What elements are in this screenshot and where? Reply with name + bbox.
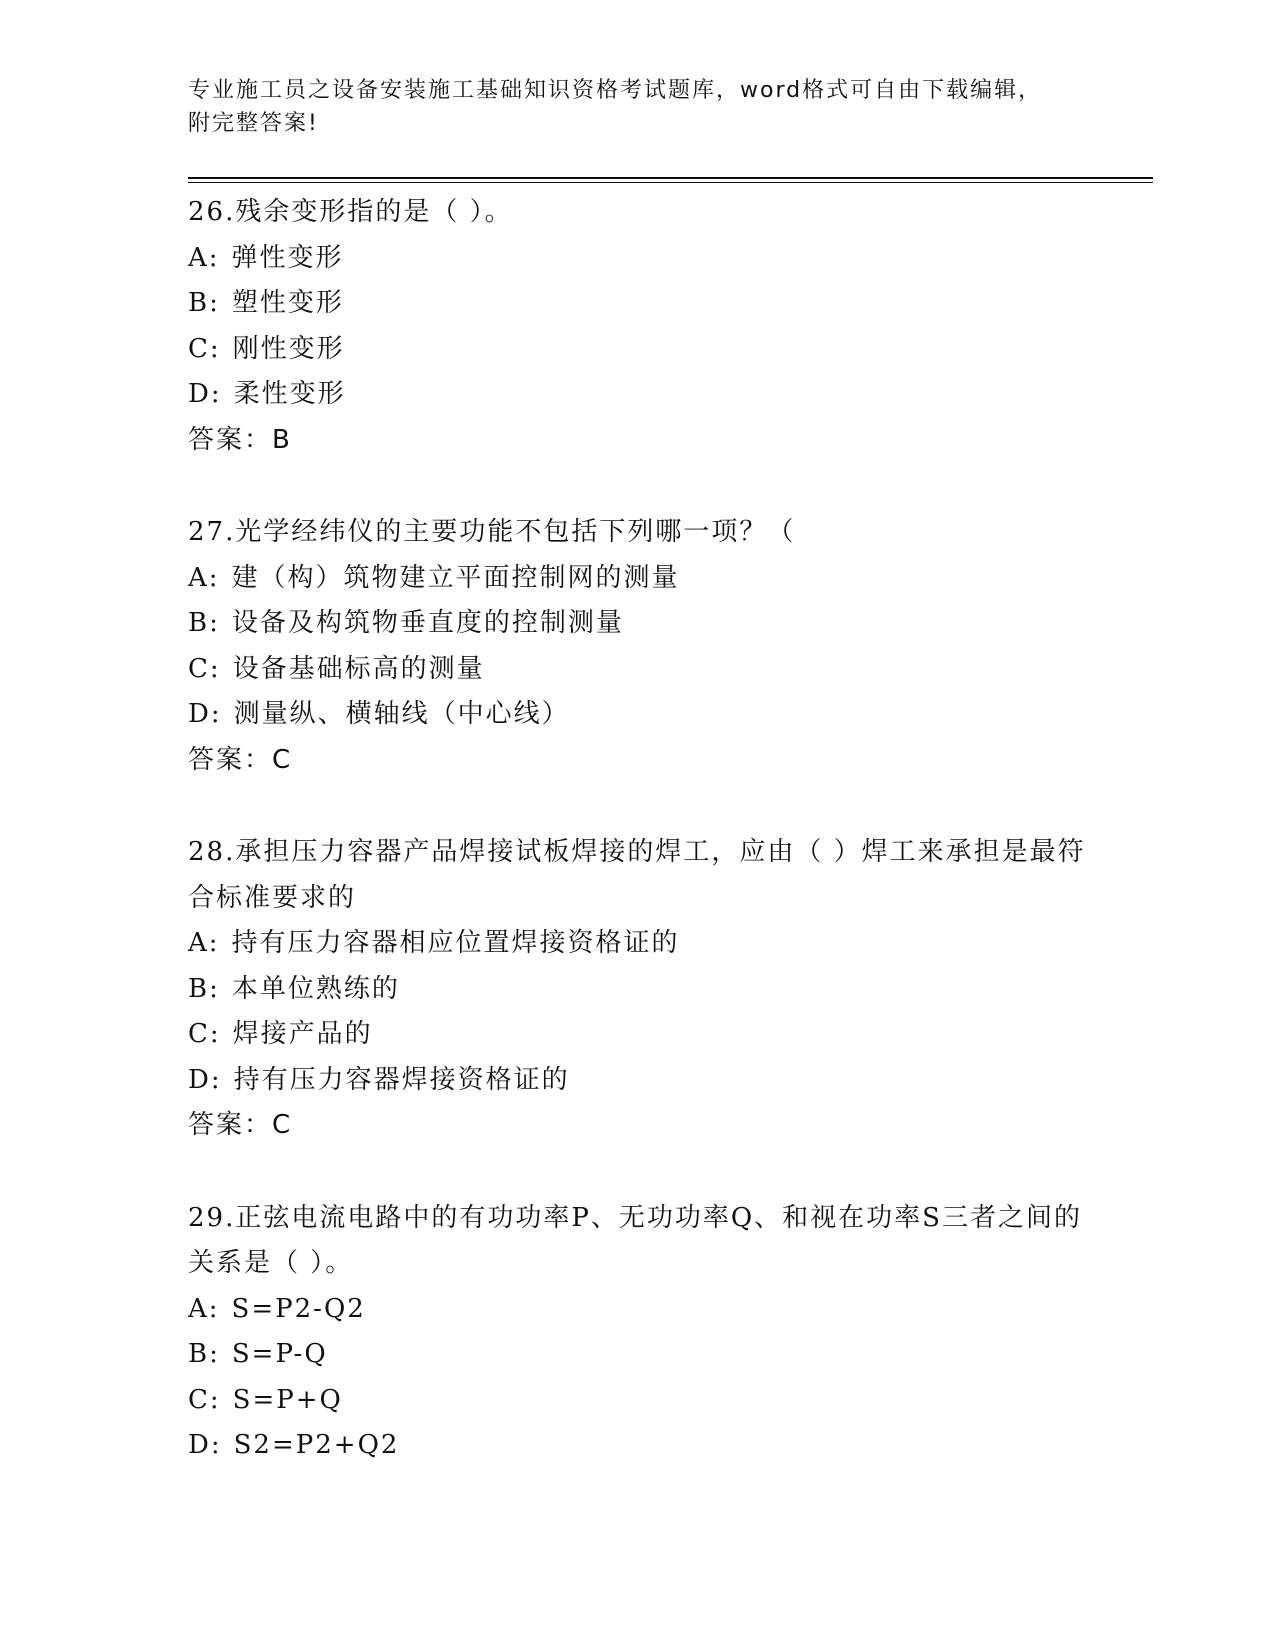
option-c <box>188 327 1088 373</box>
option-text: S=P+Q <box>232 1384 343 1415</box>
option-a <box>188 1287 1088 1333</box>
option-text: 持有压力容器焊接资格证的 <box>233 1064 570 1095</box>
option-text: 本单位熟练的 <box>231 973 400 1004</box>
option-text: 建（构）筑物建立平面控制网的测量 <box>231 562 680 593</box>
option-key: D: <box>188 699 222 729</box>
option-text: S=P2-Q2 <box>231 1293 366 1324</box>
option-d <box>188 372 1088 418</box>
option-key: C: <box>188 333 221 364</box>
option-key: C: <box>188 1019 221 1049</box>
option-c <box>188 647 1088 693</box>
option-b <box>188 281 1088 327</box>
option-text: 刚性变形 <box>232 333 345 364</box>
option-key: B: <box>188 608 220 638</box>
option-text: 弹性变形 <box>231 242 344 273</box>
option-text: 塑性变形 <box>231 288 344 318</box>
header-line-2: 附完整答案! <box>188 111 319 136</box>
option-key: A: <box>188 928 220 958</box>
option-key: A: <box>188 1293 220 1324</box>
option-d <box>188 692 1088 738</box>
header-divider-top <box>188 177 1153 179</box>
option-c <box>188 1012 1088 1058</box>
answer-line: 答案：C <box>188 1110 293 1140</box>
answer-line: 答案：B <box>188 424 292 455</box>
question-stem: 28.承担压力容器产品焊接试板焊接的焊工，应由（ ）焊工来承担是最符合标准要求的 <box>188 837 1086 913</box>
option-b <box>188 601 1088 647</box>
question-list <box>188 190 1088 1516</box>
question-28 <box>188 830 1088 1149</box>
header-divider-bottom <box>188 182 1153 183</box>
answer-line: 答案：C <box>188 744 293 775</box>
option-a <box>188 921 1088 967</box>
question-stem: 29.正弦电流电路中的有功功率P、无功功率Q、和视在功率S三者之间的关系是（ ）。 <box>188 1202 1082 1278</box>
option-key: B: <box>188 288 220 318</box>
option-text: 测量纵、横轴线（中心线） <box>233 699 570 729</box>
question-27 <box>188 510 1088 783</box>
option-text: 设备及构筑物垂直度的控制测量 <box>231 608 624 638</box>
option-d <box>188 1423 1088 1469</box>
option-text: 焊接产品的 <box>232 1019 373 1049</box>
question-29 <box>188 1196 1088 1469</box>
option-key: C: <box>188 653 221 684</box>
document-header <box>188 74 1088 140</box>
option-text: S2=P2+Q2 <box>233 1430 400 1460</box>
question-26 <box>188 190 1088 463</box>
option-text: 持有压力容器相应位置焊接资格证的 <box>231 928 680 958</box>
option-key: C: <box>188 1384 221 1415</box>
option-b <box>188 967 1088 1013</box>
option-d <box>188 1058 1088 1104</box>
option-key: B: <box>188 1339 220 1369</box>
option-key: D: <box>188 1064 222 1095</box>
option-key: A: <box>188 242 220 273</box>
option-c <box>188 1378 1088 1424</box>
option-key: D: <box>188 1430 222 1460</box>
option-text: 设备基础标高的测量 <box>232 653 485 684</box>
option-text: S=P-Q <box>231 1339 328 1369</box>
question-stem: 27.光学经纬仪的主要功能不包括下列哪一项？（ <box>188 517 796 547</box>
question-stem: 26.残余变形指的是（ ）。 <box>188 197 513 227</box>
option-key: B: <box>188 973 220 1004</box>
option-text: 柔性变形 <box>233 379 346 409</box>
header-line-1: 专业施工员之设备安装施工基础知识资格考试题库，word格式可自由下载编辑， <box>188 78 1043 103</box>
option-a <box>188 236 1088 282</box>
option-key: A: <box>188 562 220 593</box>
option-b <box>188 1332 1088 1378</box>
option-a <box>188 556 1088 602</box>
option-key: D: <box>188 379 222 409</box>
